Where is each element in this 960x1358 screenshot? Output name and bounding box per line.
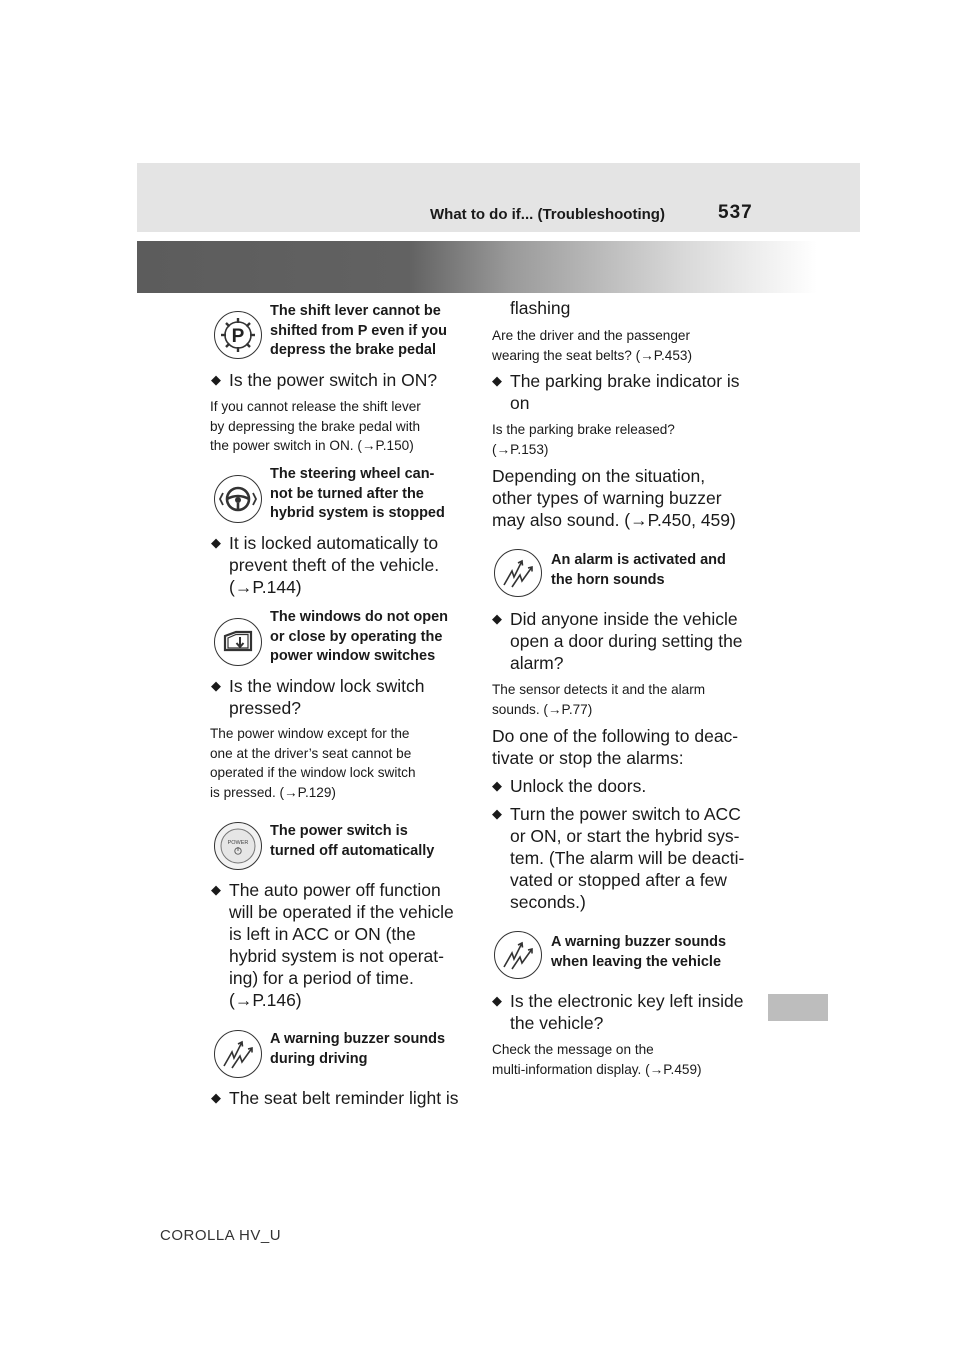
- diamond-bullet-icon: ◆: [492, 993, 502, 1008]
- r-note2: Is the parking brake released? (→P.153): [492, 422, 675, 457]
- diamond-bullet-icon: ◆: [211, 882, 221, 897]
- steering-lock-icon: [214, 475, 262, 523]
- diamond-bullet-icon: ◆: [211, 372, 221, 387]
- power-button-icon: [214, 822, 262, 870]
- section-gradient-bar: [137, 241, 817, 293]
- r-note1: Are the driver and the passenger wearing the seat belts? (→P.453): [492, 328, 692, 363]
- r-para2: Do one of the following to deac- tivate or stop the alarms:: [492, 726, 739, 768]
- s7-note: Check the message on the multi-information display. (→P.459): [492, 1042, 702, 1077]
- diamond-bullet-icon: ◆: [492, 373, 502, 388]
- s2-heading: The steering wheel can- not be turned after the hybrid system is stopped: [270, 466, 445, 521]
- s6-heading: An alarm is activated and the horn sounds: [551, 552, 726, 588]
- diamond-bullet-icon: ◆: [492, 806, 502, 821]
- diamond-bullet-icon: ◆: [211, 1090, 221, 1105]
- svg-text:P: P: [231, 326, 245, 347]
- s3-note: The power window except for the one at the driver’s seat cannot be operated if the window lock switch is pressed. (→P.129): [210, 726, 416, 800]
- header-title: What to do if... (Troubleshooting): [430, 206, 665, 223]
- warning-buzzer-icon: [214, 1030, 262, 1078]
- s1-heading: The shift lever cannot be shifted from P even if you depress the brake pedal: [270, 303, 447, 358]
- chapter-side-tab: [768, 994, 828, 1021]
- diamond-bullet-icon: ◆: [492, 611, 502, 626]
- diamond-bullet-icon: ◆: [492, 778, 502, 793]
- diamond-bullet-icon: ◆: [211, 535, 221, 550]
- s7-heading: A warning buzzer sounds when leaving the vehicle: [551, 934, 727, 970]
- s6-note: The sensor detects it and the alarm sounds. (→P.77): [492, 682, 706, 717]
- r-para1: Depending on the situation, other types of warning buzzer may also sound. (→P.450, 459): [492, 466, 736, 530]
- continued-text: flashing: [510, 298, 571, 318]
- s5-heading: A warning buzzer sounds during driving: [270, 1031, 446, 1067]
- diamond-bullet-icon: ◆: [211, 678, 221, 693]
- alarm-icon: [494, 549, 542, 597]
- key-left-warning-icon: [494, 931, 542, 979]
- s1-note: If you cannot release the shift lever by depressing the brake pedal with the power switch in ON. (→P.150): [210, 399, 421, 453]
- svg-text:POWER: POWER: [227, 840, 249, 846]
- footer-model: COROLLA HV_U: [160, 1227, 282, 1244]
- s4-heading: The power switch is turned off automatically: [270, 823, 435, 859]
- s3-heading: The windows do not open or close by operating the power window switches: [270, 609, 449, 664]
- page-number: 537: [718, 202, 753, 223]
- window-switch-icon: [214, 618, 262, 666]
- shift-lock-icon: [214, 311, 262, 359]
